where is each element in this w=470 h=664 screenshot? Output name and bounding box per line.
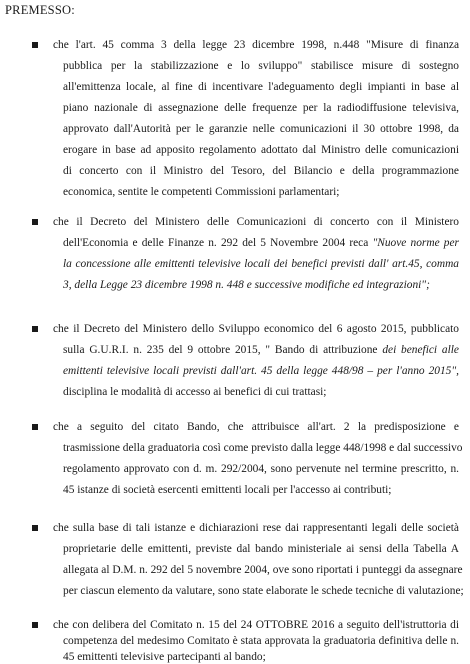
italic-text: 3, della Legge 23 dicembre 1998 n. 448 e successive modifiche ed integrazioni"; (63, 279, 430, 291)
text-line: che sulla base di tali istanze e dichiarazioni rese dai rappresentanti legali delle società (53, 522, 459, 534)
text-line: 45 emittenti televisive partecipanti al bando; (63, 651, 266, 663)
text-line (63, 278, 459, 292)
bullet-icon (32, 525, 38, 531)
text-line: pubblica per la stabilizzazione e lo sviluppo" stabilisce misure di sostegno (63, 60, 459, 72)
text-line: trasmissione della graduatoria così come previsto dalla legge 448/1998 e dal successivo (63, 442, 463, 454)
italic-text: "Nuove norme per (372, 237, 459, 249)
section-heading: PREMESSO: (5, 3, 75, 17)
bullet-icon (32, 42, 38, 48)
italic-text: emittenti televisive locali previsti dall'art. 45 della legge 448/98 – per l'anno 2015", (63, 365, 459, 377)
text-line: che con delibera del Comitato n. 15 del 24 OTTOBRE 2016 a seguito dell'istruttoria di (53, 619, 459, 631)
text-run: dell'Economia e delle Finanze n. 292 del 5 Novembre 2004 reca (63, 237, 369, 249)
text-line: erogare in base ad apposito regolamento adottato dal Ministro delle comunicazioni (63, 144, 459, 156)
text-line: competenza del medesimo Comitato è stata approvata la graduatoria definitiva delle n. (63, 635, 459, 647)
italic-text: la concessione alle emittenti televisive locali dei benefici previsti dall' art.45, comma (63, 258, 459, 270)
bullet-icon (32, 219, 38, 225)
italic-text: dei benefici alle (382, 344, 459, 356)
bullet-icon (32, 326, 38, 332)
text-line (63, 364, 459, 378)
text-line: economica, sentite le competenti Commissioni parlamentari; (63, 186, 340, 198)
text-line: allegata al D.M. n. 292 del 5 novembre 2004, ove sono riportati i punteggi da assegnare (63, 564, 463, 576)
text-line: proprietarie delle emittenti, previste dal bando ministeriale ai sensi della Tabella A (63, 543, 459, 555)
text-line: che a seguito del citato Bando, che attribuisce all'art. 2 la predisposizione e (53, 421, 459, 433)
text-line (63, 236, 459, 250)
text-line: approvato dall'Autorità per le garanzie nelle comunicazioni il 30 ottobre 1998, da (63, 123, 459, 135)
text-line: all'emittenza locale, al fine di incentivare l'adeguamento degli impianti in base al (63, 81, 459, 93)
text-line: regolamento approvato con d. m. 292/2004, sono pervenute nel termine prescritto, n. (63, 463, 459, 475)
bullet-icon (32, 622, 38, 628)
bullet-icon (32, 424, 38, 430)
text-run: sulla G.U.R.I. n. 235 del 9 ottobre 2015, " Bando di attribuzione (63, 344, 378, 356)
text-line: che il Decreto del Ministero delle Comunicazioni di concerto con il Ministero (53, 216, 459, 228)
text-line (63, 257, 459, 271)
text-line: per ciascun elemento da valutare, sono state elaborate le schede tecniche di valutazione; (63, 585, 464, 597)
text-line: che il Decreto del Ministero dello Sviluppo economico del 6 agosto 2015, pubblicato (53, 323, 459, 335)
text-line: che l'art. 45 comma 3 della legge 23 dicembre 1998, n.448 "Misure di finanza (53, 39, 459, 51)
text-line: 45 istanze di società esercenti emittenti locali per l'accesso ai contributi; (63, 484, 392, 496)
text-line: di concerto con il Ministro del Tesoro, del Bilancio e della programmazione (63, 165, 459, 177)
text-line: piano nazionale di assegnazione delle frequenze per la radiodiffusione televisiva, (63, 102, 459, 114)
text-line: disciplina le modalità di accesso ai benefici di cui trattasi; (63, 386, 327, 398)
text-line (63, 343, 459, 357)
